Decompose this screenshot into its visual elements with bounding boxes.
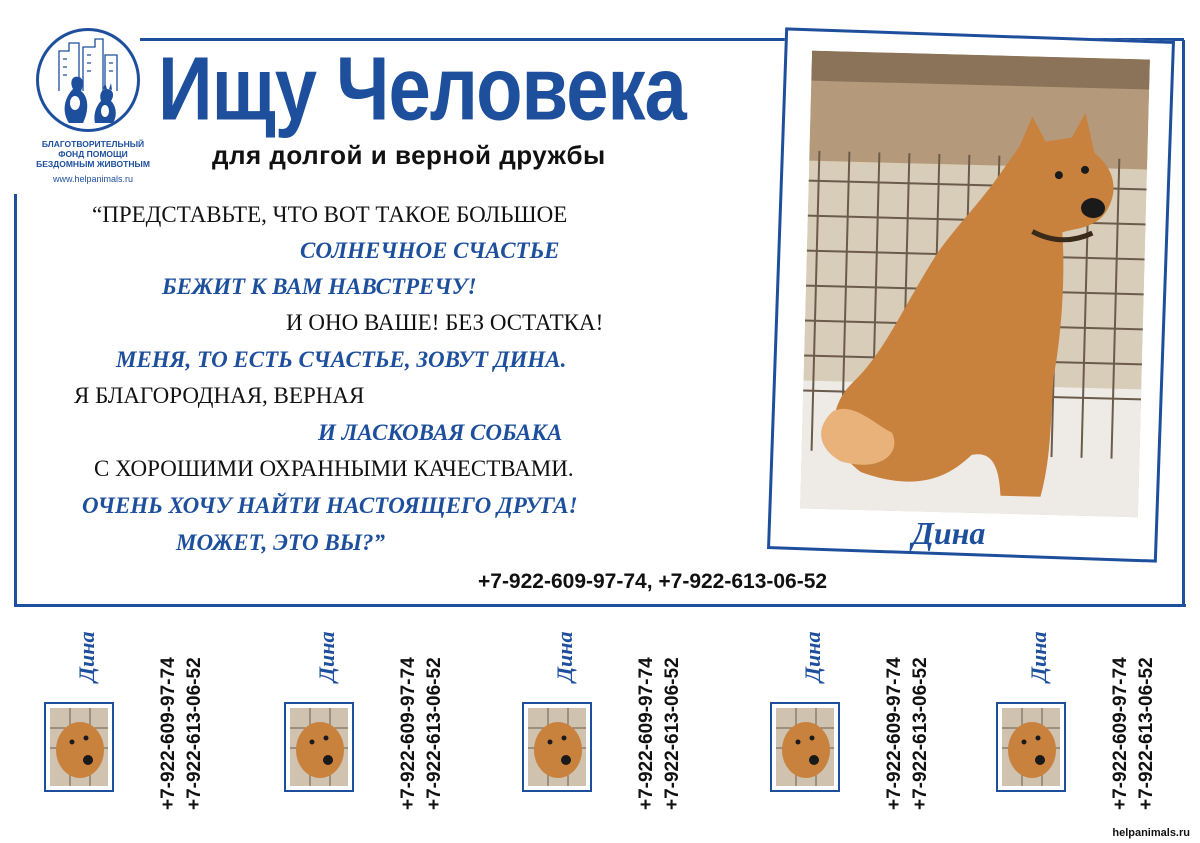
tear-off-tab[interactable] [44, 610, 244, 835]
tab-dog-name: Дина [552, 631, 577, 682]
tab-dog-thumbnail [44, 702, 114, 792]
quote-line-4: И ОНО ВАШЕ! БЕЗ ОСТАТКА! [286, 310, 604, 335]
tab-phone-2: +7-922-613-06-52 [910, 657, 931, 810]
tab-phone-2: +7-922-613-06-52 [662, 657, 683, 810]
tab-dog-thumbnail [522, 702, 592, 792]
quote-line-2: СОЛНЕЧНОЕ СЧАСТЬЕ [300, 238, 560, 263]
tab-dog-thumbnail [770, 702, 840, 792]
quote-line-10: МОЖЕТ, ЭТО ВЫ?” [176, 530, 386, 555]
quote-line-8: С ХОРОШИМИ ОХРАННЫМИ КАЧЕСТВАМИ. [94, 456, 574, 481]
tab-phone-1: +7-922-609-97-74 [398, 657, 419, 810]
quote-line-5: МЕНЯ, ТО ЕСТЬ СЧАСТЬЕ, ЗОВУТ ДИНА. [116, 347, 567, 372]
quote-line-7: И ЛАСКОВАЯ СОБАКА [318, 420, 563, 445]
frame-bottom-line [14, 604, 1186, 607]
tab-phone-2: +7-922-613-06-52 [424, 657, 445, 810]
tab-phone-2: +7-922-613-06-52 [1136, 657, 1157, 810]
quote-line-6: Я БЛАГОРОДНАЯ, ВЕРНАЯ [74, 383, 365, 408]
tab-dog-name: Дина [314, 631, 339, 682]
quote-line-3: БЕЖИТ К ВАМ НАВСТРЕЧУ! [162, 274, 477, 299]
org-name-line3: БЕЗДОМНЫМ ЖИВОТНЫМ [36, 159, 150, 169]
tab-phone-2: +7-922-613-06-52 [184, 657, 205, 810]
tab-phone-1: +7-922-609-97-74 [158, 657, 179, 810]
tab-dog-thumbnail [284, 702, 354, 792]
org-site-link[interactable]: www.helpanimals.ru [52, 174, 134, 184]
tab-phone-1: +7-922-609-97-74 [1110, 657, 1131, 810]
dog-photo [800, 51, 1150, 518]
org-name-line1: БЛАГОТВОРИТЕЛЬНЫЙ [41, 139, 145, 149]
tab-dog-thumbnail [996, 702, 1066, 792]
tab-dog-name: Дина [1026, 631, 1051, 682]
tear-off-tab[interactable] [996, 610, 1196, 835]
contact-phones: +7-922-609-97-74, +7-922-613-06-52 [478, 570, 828, 593]
org-logo [36, 28, 140, 132]
main-title: Ищу Человека [158, 39, 686, 140]
footer-site-link[interactable]: helpanimals.ru [1112, 827, 1190, 839]
tab-phone-1: +7-922-609-97-74 [636, 657, 657, 810]
tab-dog-name: Дина [74, 631, 99, 682]
tab-dog-name: Дина [800, 631, 825, 682]
quote-line-9: ОЧЕНЬ ХОЧУ НАЙТИ НАСТОЯЩЕГО ДРУГА! [82, 493, 578, 518]
frame-left-line [14, 194, 17, 606]
tear-off-tab[interactable] [522, 610, 722, 835]
tab-phone-1: +7-922-609-97-74 [884, 657, 905, 810]
subtitle: для долгой и верной дружбы [212, 140, 606, 170]
org-name [20, 139, 166, 169]
tear-off-tab[interactable] [284, 610, 484, 835]
org-name-line2: ФОНД ПОМОЩИ [58, 149, 128, 159]
frame-right-line [1182, 40, 1185, 606]
quote-line-1: “ПРЕДСТАВЬТЕ, ЧТО ВОТ ТАКОЕ БОЛЬШОЕ [92, 202, 568, 227]
tear-off-tab[interactable] [770, 610, 970, 835]
photo-caption: Дина [912, 515, 986, 551]
